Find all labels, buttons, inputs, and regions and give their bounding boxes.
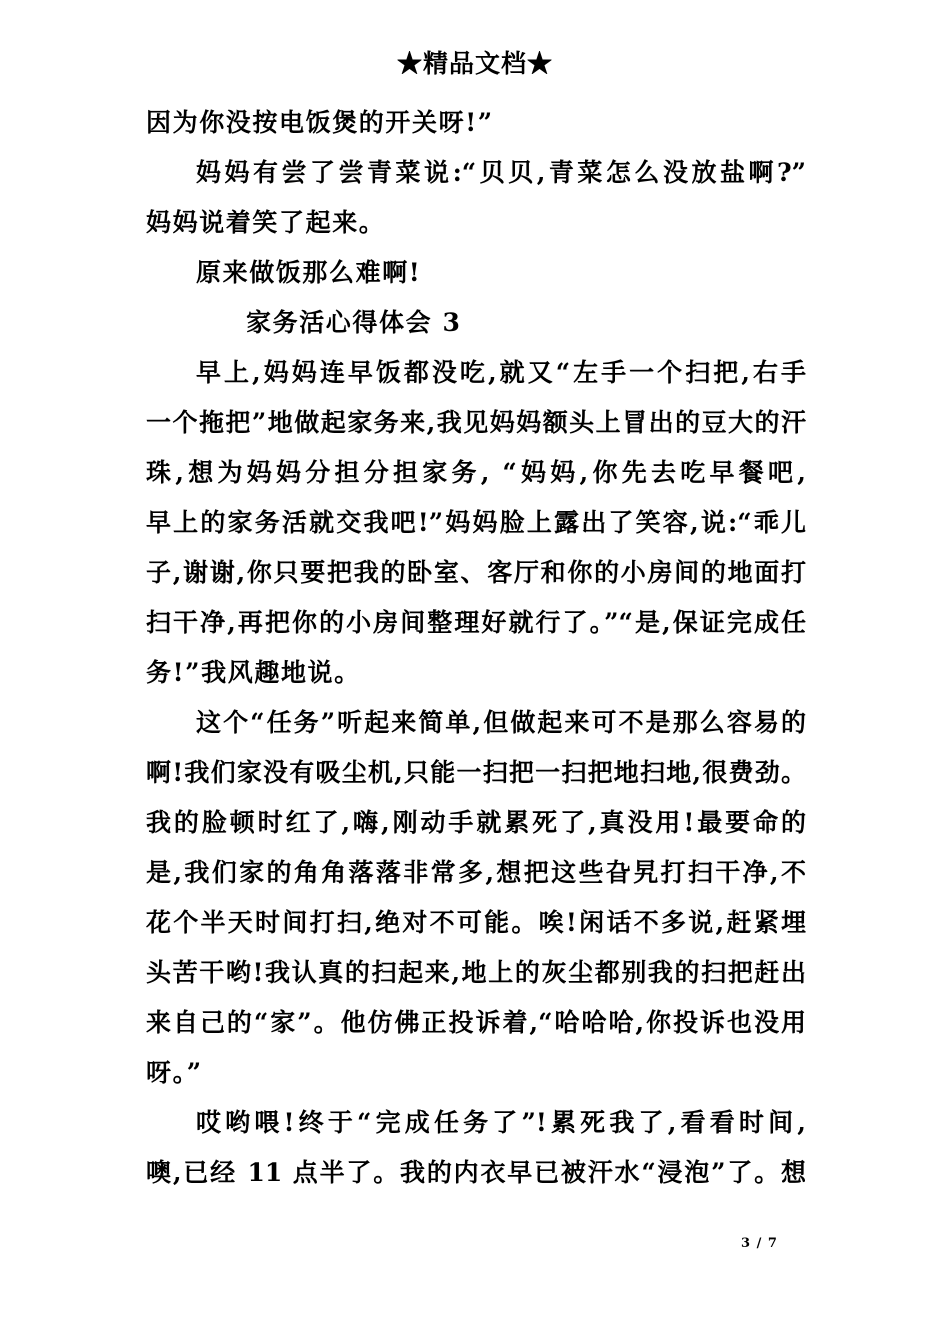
page-header-title: ★精品文档★ — [396, 49, 553, 78]
text-line: 扫干净,再把你的小房间整理好就行了。”“是,保证完成任 — [146, 608, 806, 637]
text-line: 子,谢谢,你只要把我的卧室、客厅和你的小房间的地面打 — [146, 558, 806, 587]
text-line: 珠,想为妈妈分担分担家务, “妈妈,你先去吃早餐吧, — [146, 458, 806, 487]
text-line: 妈妈说着笑了起来。 — [146, 208, 386, 237]
text-line: 因为你没按电饭煲的开关呀!” — [146, 108, 494, 137]
text-line: 噢,已经 11 点半了。我的内衣早已被汗水“浸泡”了。想 — [146, 1158, 806, 1187]
text-line: 呀。” — [146, 1058, 203, 1087]
text-line: 家务活心得体会 3 — [246, 308, 462, 337]
text-line: 一个拖把”地做起家务来,我见妈妈额头上冒出的豆大的汗 — [146, 408, 806, 437]
text-line: 啊!我们家没有吸尘机,只能一扫把一扫把地扫地,很费劲。 — [146, 758, 806, 787]
text-line: 妈妈有尝了尝青菜说:“贝贝,青菜怎么没放盐啊?” — [196, 158, 806, 187]
page-number: 3 / 7 — [741, 1236, 778, 1251]
text-line: 务!”我风趣地说。 — [146, 658, 361, 687]
text-line: 花个半天时间打扫,绝对不可能。唉!闲话不多说,赶紧埋 — [146, 908, 806, 937]
text-line: 头苦干哟!我认真的扫起来,地上的灰尘都别我的扫把赶出 — [146, 958, 806, 987]
text-line: 是,我们家的角角落落非常多,想把这些旮旯打扫干净,不 — [146, 858, 806, 887]
text-line: 哎哟喂!终于“完成任务了”!累死我了,看看时间, — [196, 1108, 806, 1137]
text-line: 早上的家务活就交我吧!”妈妈脸上露出了笑容,说:“乖儿 — [146, 508, 806, 537]
text-line: 早上,妈妈连早饭都没吃,就又“左手一个扫把,右手 — [196, 358, 806, 387]
text-line: 原来做饭那么难啊! — [196, 258, 422, 287]
text-line: 我的脸顿时红了,嗨,刚动手就累死了,真没用!最要命的 — [146, 808, 806, 837]
text-line: 这个“任务”听起来简单,但做起来可不是那么容易的 — [196, 708, 806, 737]
article-body — [146, 98, 806, 1198]
text-line: 来自己的“家”。他仿佛正投诉着,“哈哈哈,你投诉也没用 — [146, 1008, 806, 1037]
